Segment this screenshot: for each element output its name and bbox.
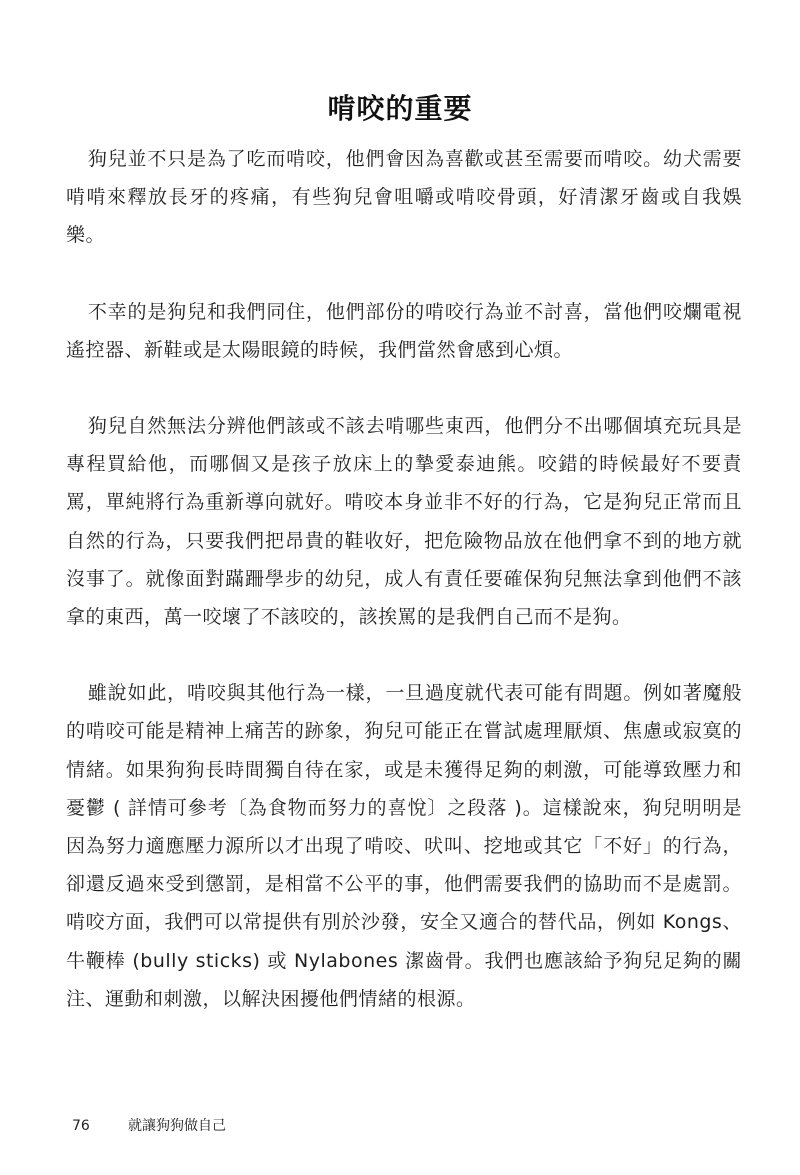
- page-number: 76: [72, 1118, 90, 1134]
- book-title: 就讓狗狗做自己: [128, 1118, 226, 1134]
- page-footer: [72, 1116, 226, 1136]
- paragraph-3: 狗兒自然無法分辨他們該或不該去啃哪些東西，他們分不出哪個填充玩具是專程買給他，而哪個又是孩子放床上的摯愛泰迪熊。咬錯的時候最好不要責罵，單純將行為重新導向就好。啃咬本身並非不好的行為，它是狗兒正常而且自然的行為，只要我們把昂貴的鞋收好，把危險物品放在他們拿不到的地方就沒事了。就像面對蹣跚學步的幼兒，成人有責任要確保狗兒無法拿到他們不該拿的東西，萬一咬壞了不該咬的，該挨罵的是我們自己而不是狗。: [66, 415, 742, 629]
- body-text: [66, 140, 742, 1056]
- paragraph-1: 狗兒並不只是為了吃而啃咬，他們會因為喜歡或甚至需要而啃咬。幼犬需要啃啃來釋放長牙的疼痛，有些狗兒會咀嚼或啃咬骨頭，好清潔牙齒或自我娛樂。: [66, 148, 742, 247]
- paragraph-2: 不幸的是狗兒和我們同住，他們部份的啃咬行為並不討喜，當他們咬爛電視遙控器、新鞋或是太陽眼鏡的時候，我們當然會感到心煩。: [66, 300, 742, 361]
- paragraph-4: 雖說如此，啃咬與其他行為一樣，一旦過度就代表可能有問題。例如著魔般的啃咬可能是精神上痛苦的跡象，狗兒可能正在嘗試處理厭煩、焦慮或寂寞的情緒。如果狗狗長時間獨自待在家，或是未獲得足夠的刺激，可能導致壓力和憂鬱 ( 詳情可參考〔為食物而努力的喜悅〕之段落 )。這樣說來，狗兒明明是因為努力適應壓力源所以才出現了啃咬、吠叫、挖地或其它「不好」的行為，卻還反過來受到懲罰，是相當不公平的事，他們需要我們的協助而不是處罰。啃咬方面，我們可以常提供有別於沙發，安全又適合的替代品，例如 Kongs、牛鞭棒 (bully sticks) 或 Nylabones 潔齒骨。我們也應該給予狗兒足夠的關注、運動和刺激，以解決困擾他們情緒的根源。: [66, 682, 742, 1010]
- section-title: 啃咬的重要: [327, 91, 473, 125]
